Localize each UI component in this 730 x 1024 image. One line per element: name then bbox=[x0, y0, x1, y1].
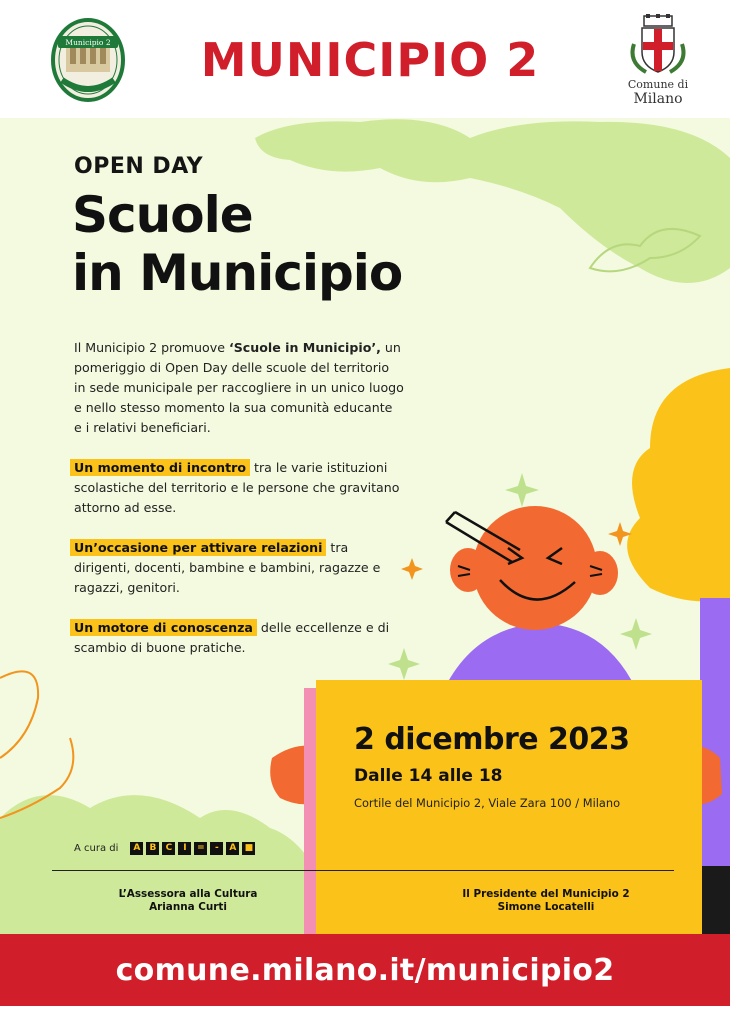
bottom-strip bbox=[0, 1006, 730, 1024]
yellow-tree bbox=[627, 368, 730, 601]
intro-rest: un pomeriggio di Open Day delle scuole del territorio in sede municipale per raccogliere in un unico luogo e nello stesso momento la sua comunità educante e i relativi beneficiari. bbox=[74, 340, 404, 435]
signer-name: Arianna Curti bbox=[149, 901, 227, 913]
point-incontro bbox=[74, 458, 404, 518]
point-text: delle eccellenze e di scambio di buone pratiche. bbox=[74, 620, 390, 655]
signer-assessora bbox=[68, 888, 308, 914]
logo-letter: A bbox=[130, 842, 143, 855]
comune-di-milano-label bbox=[612, 78, 704, 106]
point-relazioni bbox=[74, 538, 404, 598]
logo-letter: = bbox=[194, 842, 207, 855]
event-date: 2 dicembre 2023 bbox=[354, 722, 630, 757]
logo-letter: B bbox=[146, 842, 159, 855]
credits-label: A cura di bbox=[74, 843, 119, 854]
sparkle-3 bbox=[620, 618, 652, 650]
point-text: tra le varie istituzioni scolastiche del territorio e le persone che gravitano attorno ad esse. bbox=[74, 460, 400, 515]
signer-name: Simone Locatelli bbox=[497, 901, 595, 913]
logo-letter: - bbox=[210, 842, 223, 855]
character-head bbox=[473, 506, 597, 630]
footer-url[interactable]: comune.milano.it/municipio2 bbox=[115, 952, 615, 988]
character-ear-right bbox=[582, 551, 618, 595]
sparkle-5 bbox=[401, 558, 423, 580]
point-conoscenza bbox=[74, 618, 404, 658]
abcidea-logo bbox=[130, 842, 255, 855]
comune-label-line1: Comune di bbox=[627, 78, 689, 91]
point-highlight: Un momento di incontro bbox=[70, 459, 250, 476]
event-place: Cortile del Municipio 2, Viale Zara 100 / Milano bbox=[354, 796, 621, 810]
milano-coat-of-arms bbox=[626, 14, 690, 78]
signer-presidente bbox=[426, 888, 666, 914]
point-highlight: Un motore di conoscenza bbox=[70, 619, 257, 636]
page-title: MUNICIPIO 2 bbox=[200, 33, 540, 87]
orange-squiggle bbox=[0, 671, 73, 818]
point-highlight: Un’occasione per attivare relazioni bbox=[70, 539, 326, 556]
logo-letter: A bbox=[226, 842, 239, 855]
header bbox=[0, 0, 730, 118]
event-time: Dalle 14 alle 18 bbox=[354, 766, 503, 786]
subtitle: OPEN DAY bbox=[74, 154, 204, 179]
headline bbox=[72, 186, 502, 302]
logo-letter: C bbox=[162, 842, 175, 855]
divider bbox=[52, 870, 674, 871]
municipio-logo bbox=[50, 14, 126, 104]
point-text: tra dirigenti, docenti, bambine e bambini, ragazze e ragazzi, genitori. bbox=[74, 540, 381, 595]
comune-label-line2: Milano bbox=[633, 91, 683, 107]
intro-paragraph bbox=[74, 338, 404, 438]
intro-lead: Il Municipio 2 promuove bbox=[74, 340, 229, 355]
logo-letter: I bbox=[178, 842, 191, 855]
headline-line2: in Municipio bbox=[72, 244, 403, 302]
footer-banner bbox=[0, 934, 730, 1006]
intro-bold: ‘Scuole in Municipio’, bbox=[228, 340, 381, 355]
dark-pillar bbox=[700, 866, 730, 934]
logo-letter: ■ bbox=[242, 842, 255, 855]
headline-line1: Scuole bbox=[72, 186, 253, 244]
signer-role: L’Assessora alla Cultura bbox=[118, 888, 258, 900]
credits bbox=[74, 842, 255, 855]
municipio-logo-text: Municipio 2 bbox=[65, 38, 111, 47]
sparkle-1 bbox=[505, 473, 539, 507]
poster bbox=[0, 118, 730, 934]
signer-role: Il Presidente del Municipio 2 bbox=[462, 888, 630, 900]
purple-pillar bbox=[700, 598, 730, 868]
